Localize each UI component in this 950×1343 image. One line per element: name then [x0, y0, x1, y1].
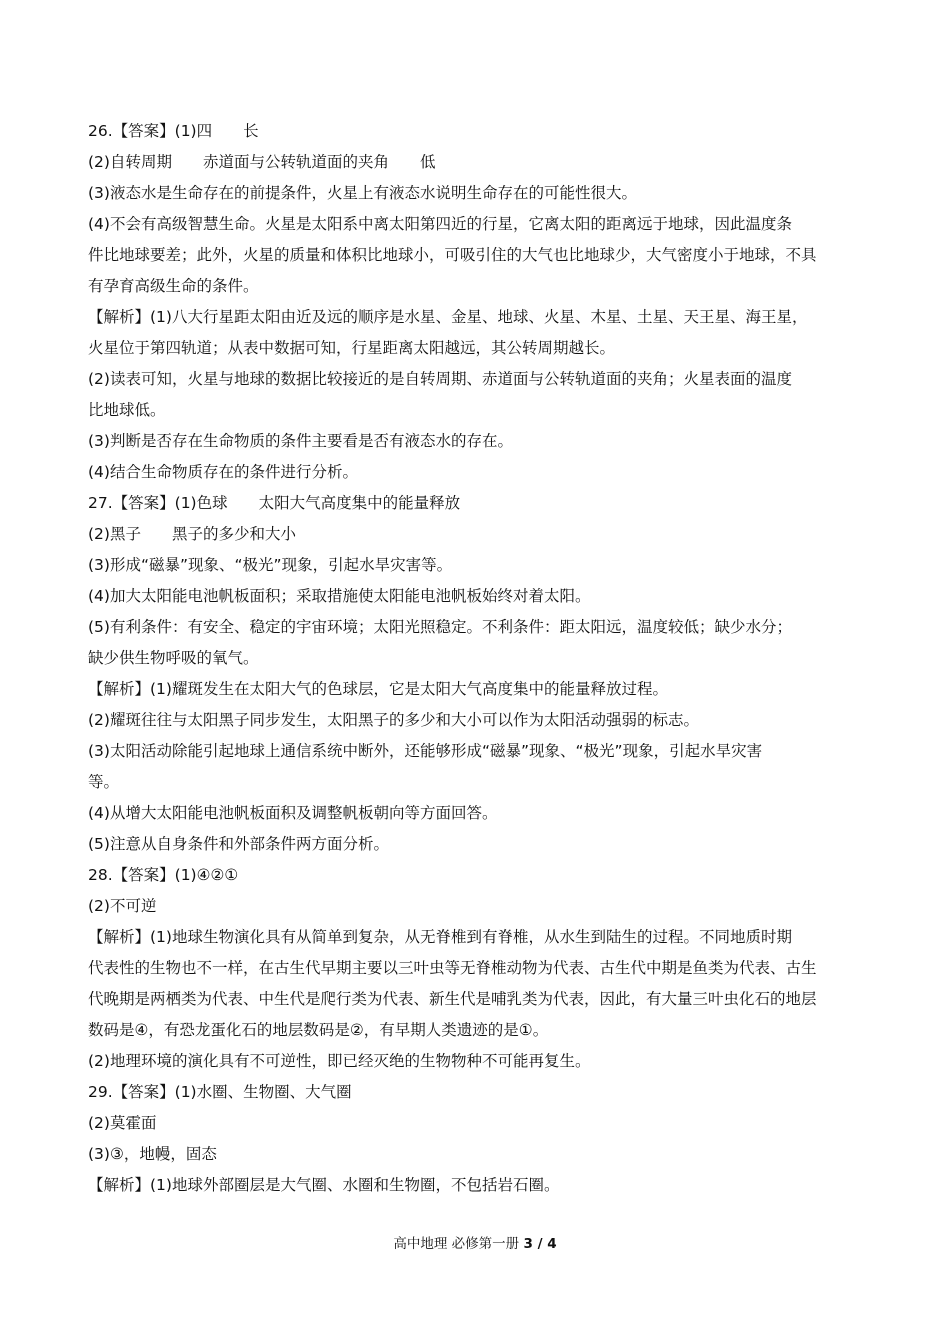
text-line: 等。: [88, 773, 120, 791]
text-line: 28.【答案】(1)④②①: [88, 866, 239, 884]
text-line: 26.【答案】(1)四 长: [88, 122, 259, 140]
text-line: (2)莫霍面: [88, 1114, 157, 1132]
text-line: 27.【答案】(1)色球 太阳大气高度集中的能量释放: [88, 494, 461, 512]
text-line: (4)结合生命物质存在的条件进行分析。: [88, 463, 358, 481]
text-line: 火星位于第四轨道；从表中数据可知，行星距离太阳越远，其公转周期越长。: [88, 339, 616, 357]
footer-title: 高中地理 必修第一册: [393, 1236, 524, 1252]
text-line: 【解析】(1)地球外部圈层是大气圈、水圈和生物圈，不包括岩石圈。: [88, 1176, 560, 1194]
text-line: 数码是④，有恐龙蛋化石的地层数码是②，有早期人类遗迹的是①。: [88, 1021, 549, 1039]
text-line: (3)形成“磁暴”现象、“极光”现象，引起水旱灾害等。: [88, 556, 453, 574]
text-line: (3)判断是否存在生命物质的条件主要看是否有液态水的存在。: [88, 432, 513, 450]
text-line: 代晚期是两栖类为代表、中生代是爬行类为代表、新生代是哺乳类为代表，因此，有大量三叶虫化石的地层: [88, 990, 817, 1008]
text-line: (3)液态水是生命存在的前提条件，火星上有液态水说明生命存在的可能性很大。: [88, 184, 637, 202]
answer-text-body: [88, 116, 848, 1201]
text-line: 比地球低。: [88, 401, 166, 419]
text-line: 有孕育高级生命的条件。: [88, 277, 259, 295]
text-line: 【解析】(1)地球生物演化具有从简单到复杂，从无脊椎到有脊椎，从水生到陆生的过程。不同地质时期: [88, 928, 792, 946]
text-line: (2)读表可知，火星与地球的数据比较接近的是自转周期、赤道面与公转轨道面的夹角；火星表面的温度: [88, 370, 792, 388]
text-line: (2)自转周期 赤道面与公转轨道面的夹角 低: [88, 153, 436, 171]
text-line: (2)地理环境的演化具有不可逆性，即已经灭绝的生物物种不可能再复生。: [88, 1052, 591, 1070]
text-line: (2)不可逆: [88, 897, 157, 915]
text-line: (2)黑子 黑子的多少和大小: [88, 525, 296, 543]
text-line: 【解析】(1)八大行星距太阳由近及远的顺序是水星、金星、地球、火星、木星、土星、天王星、海王星，: [88, 308, 808, 326]
text-line: 29.【答案】(1)水圈、生物圈、大气圈: [88, 1083, 352, 1101]
text-line: 代表性的生物也不一样，在古生代早期主要以三叶虫等无脊椎动物为代表、古生代中期是鱼类为代表、古生: [88, 959, 817, 977]
text-line: (5)有利条件：有安全、稳定的宇宙环境；太阳光照稳定。不利条件：距太阳远，温度较低；缺少水分；: [88, 618, 792, 636]
text-line: (4)不会有高级智慧生命。火星是太阳系中离太阳第四近的行星，它离太阳的距离远于地球，因此温度条: [88, 215, 792, 233]
text-line: 【解析】(1)耀斑发生在太阳大气的色球层，它是太阳大气高度集中的能量释放过程。: [88, 680, 668, 698]
text-line: (4)从增大太阳能电池帆板面积及调整帆板朝向等方面回答。: [88, 804, 498, 822]
page-number: 3 / 4: [523, 1236, 557, 1252]
page-footer: [0, 1234, 950, 1254]
text-line: (3)③，地幔，固态: [88, 1145, 217, 1163]
text-line: 缺少供生物呼吸的氧气。: [88, 649, 259, 667]
text-line: (3)太阳活动除能引起地球上通信系统中断外，还能够形成“磁暴”现象、“极光”现象，引起水旱灾害: [88, 742, 763, 760]
text-line: (4)加大太阳能电池帆板面积；采取措施使太阳能电池帆板始终对着太阳。: [88, 587, 591, 605]
text-line: 件比地球要差；此外，火星的质量和体积比地球小，可吸引住的大气也比地球少，大气密度小于地球，不具: [88, 246, 817, 264]
text-line: (5)注意从自身条件和外部条件两方面分析。: [88, 835, 389, 853]
text-line: (2)耀斑往往与太阳黑子同步发生，太阳黑子的多少和大小可以作为太阳活动强弱的标志。: [88, 711, 699, 729]
